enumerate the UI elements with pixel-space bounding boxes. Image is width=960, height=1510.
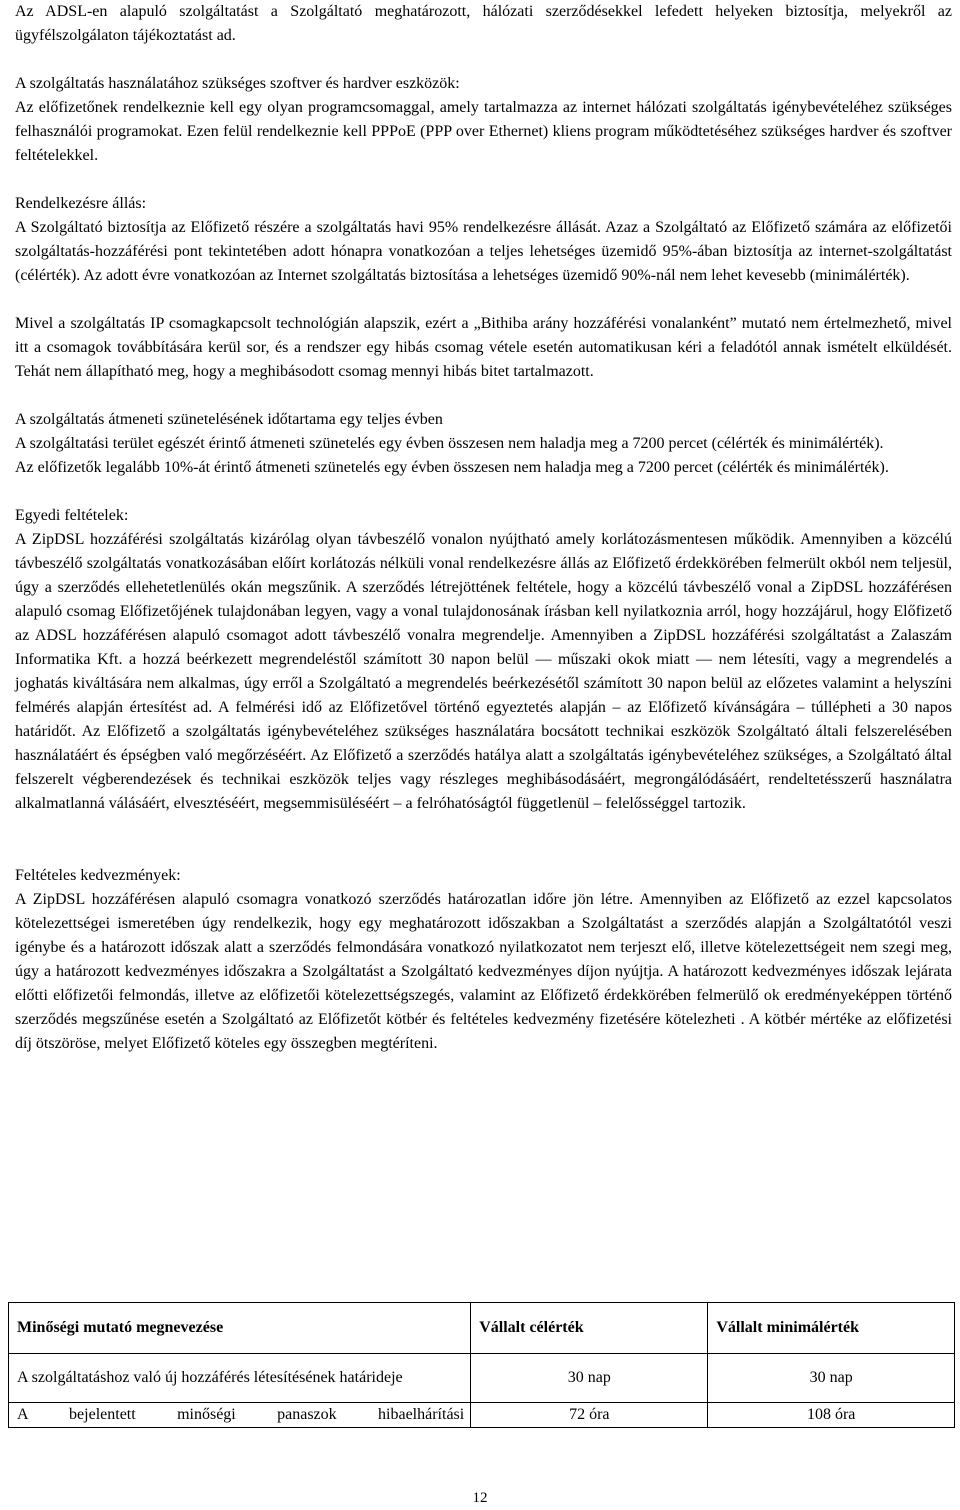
table-cell: A szolgáltatáshoz való új hozzáférés létesítésének határideje [9,1354,471,1403]
section-heading: A szolgáltatás használatához szükséges szoftver és hardver eszközök: [15,75,460,92]
paragraph-text: A szolgáltatási terület egészét érintő átmeneti szünetelés egy évben összesen nem haladja meg a 7200 percet (célérték és minimálérték). [15,435,884,452]
table-cell: 72 óra [471,1403,708,1428]
section-special-conditions [15,504,952,816]
table-header-cell: Minőségi mutató megnevezése [9,1303,471,1354]
section-heading: Feltételes kedvezmények: [15,867,181,884]
table-cell: 30 nap [471,1354,708,1403]
section-heading: Egyedi feltételek: [15,507,129,524]
paragraph-bit-error: Mivel a szolgáltatás IP csomagkapcsolt technológián alapszik, ezért a „Bithiba arány hozzáférési vonalanként” mutató nem értelmezhető, mivel itt a csomagok továbbítására kerül sor, és a rendszer egy hibás csomag vétele esetén automatikusan kéri a feladótól annak ismételt elküldését. Tehát nem állapítható meg, hogy a meghibásodott csomag mennyi hibás bitet tartalmazott. [15,315,952,380]
section-heading: Rendelkezésre állás: [15,195,147,212]
table-cell: 108 óra [708,1403,955,1428]
section-software-hardware [15,72,952,168]
quality-indicators-table [8,1302,955,1428]
paragraph-text: Az előfizetőnek rendelkeznie kell egy olyan programcsomaggal, amely tartalmazza az internet hálózati szolgáltatás igénybevételéhez szükséges felhasználói programokat. Ezen felül rendelkeznie kell PPPoE (PPP over Ethernet) kliens program működtetéséhez szükséges hardver és szoftver feltételekkel. [15,99,952,164]
section-conditional-discounts [15,864,952,1056]
table-header-cell: Vállalt célérték [471,1303,708,1354]
table-cell: 30 nap [708,1354,955,1403]
section-availability [15,192,952,288]
paragraph-text: Az előfizetők legalább 10%-át érintő átmeneti szünetelés egy évben összesen nem haladja meg a 7200 percet (célérték és minimálérték). [15,459,889,476]
section-outage [15,408,952,480]
table-cell: A bejelentett minőségi panaszok hibaelhárítási [9,1403,471,1428]
table-row [9,1354,955,1403]
section-heading: A szolgáltatás átmeneti szünetelésének időtartama egy teljes évben [15,411,443,428]
paragraph-text: A Szolgáltató biztosítja az Előfizető részére a szolgáltatás havi 95% rendelkezésre állását. Azaz a Szolgáltató az Előfizető számára az előfizetői szolgáltatás-hozzáférési pont tekintetében adott hónapra vonatkozóan a teljes lehetséges üzemidő 95%-ában biztosítja az internet-szolgáltatást (célérték). Az adott évre vonatkozóan az Internet szolgáltatás biztosítása a lehetséges üzemidő 90%-nál nem lehet kevesebb (minimálérték). [15,219,952,284]
table-row [9,1403,955,1428]
paragraph-text: A ZipDSL hozzáférésen alapuló csomagra vonatkozó szerződés határozatlan időre jön létre. Amennyiben az Előfizető az ezzel kapcsolatos kötelezettségei ismeretében úgy rendelkezik, hogy egy meghatározott időszakban a Szolgáltatást a szerződés alapján a Szolgáltatótól veszi igénybe és a határozott időszak alatt a szerződés felmondására vonatkozó nyilatkozatot nem terjeszt elő, illetve kötelezettségeit nem szegi meg, úgy a határozott kedvezményes időszakra a Szolgáltatást a Szolgáltató kedvezményes díjon nyújtja. A határozott kedvezményes időszak lejárata előtti előfizetői felmondás, illetve az előfizetői kötelezettségszegés, valamint az Előfizető érdekkörében felmerülő ok eredményeképpen történő szerződés megszűnése esetén a Szolgáltató az Előfizetőt kötbér és feltételes kedvezmény fizetésére kötelezheti . A kötbér mértéke az előfizetési díj ötszöröse, melyet Előfizető köteles egy összegben megtéríteni. [15,891,952,1052]
page-number: 12 [472,1490,488,1506]
document-body [15,0,952,1080]
table-header-cell: Vállalt minimálérték [708,1303,955,1354]
table-header-row [9,1303,955,1354]
paragraph-text: A ZipDSL hozzáférési szolgáltatás kizárólag olyan távbeszélő vonalon nyújtható amely korlátozásmentesen működik. Amennyiben a közcélú távbeszélő szolgáltatás vonatkozásában előírt korlátozás nélküli vonal rendelkezésre állás az Előfizető érdekkörében felmerült okból nem teljesül, úgy a szerződés ellehetetlenülés okán megszűnik. A szerződés létrejöttének feltétele, hogy a közcélú távbeszélő vonal a ZipDSL hozzáférésen alapuló csomag Előfizetőjének tulajdonában legyen, vagy a vonal tulajdonosának írásban kell nyilatkoznia arról, hogy hozzájárul, hogy Előfizető az ADSL hozzáférésen alapuló csomagot adott távbeszélő vonalra megrendelje. Amennyiben a ZipDSL hozzáférési szolgáltatást a Zalaszám Informatika Kft. a hozzá beérkezett megrendeléstől számított 30 napon belül — műszaki okok miatt — nem létesíti, vagy a megrendelés a joghatás kiváltására nem alkalmas, úgy erről a Szolgáltató a megrendelés beérkezésétől számított 30 napon belül az előzetes valamint a helyszíni felmérés alapján értesítést ad. A felmérési idő az Előfizetővel történő egyeztetés alapján – az Előfizető kívánságára – túllépheti a 30 napos határidőt. Az Előfizető a szolgáltatás igénybevételéhez szükséges használatára bocsátott technikai eszközök Szolgáltató általi felszerelésében használatáért és épségben való megőrzéséért. Az Előfizető a szerződés hatálya alatt a szolgáltatás igénybevételéhez szükséges, a Szolgáltató által felszerelt végberendezések és technikai eszközök teljes vagy részleges meghibásodásáért, megrongálódásáért, rendeltetésszerű használatra alkalmatlanná válásáért, elvesztéséért, megsemmisüléséért – a felróhatóságtól függetlenül – felelősséggel tartozik. [15,531,952,812]
paragraph-adsl-coverage: Az ADSL-en alapuló szolgáltatást a Szolgáltató meghatározott, hálózati szerződésekkel lefedett helyeken biztosítja, melyekről az ügyfélszolgálaton tájékoztatást ad. [15,3,952,44]
